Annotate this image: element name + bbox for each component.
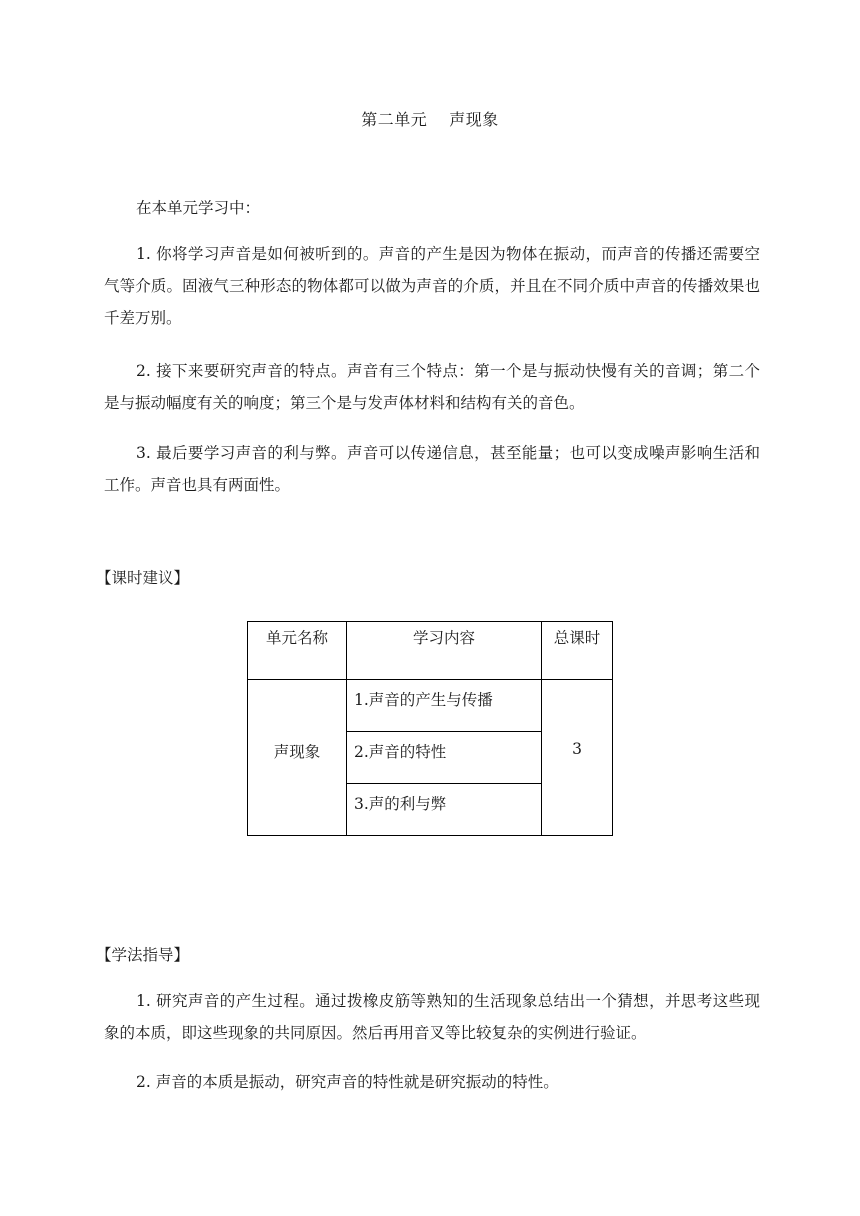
header-content: 学习内容 bbox=[347, 622, 542, 680]
header-unit-name: 单元名称 bbox=[248, 622, 347, 680]
intro-paragraph: 在本单元学习中： bbox=[136, 199, 261, 217]
unit-topic: 声现象 bbox=[449, 110, 499, 129]
content-cell-2: 2.声音的特性 bbox=[347, 732, 542, 784]
content-cell-3: 3.声的利与弊 bbox=[347, 784, 542, 836]
method-heading: 【学法指导】 bbox=[96, 946, 190, 964]
table-row bbox=[248, 680, 613, 732]
point-1-paragraph: 1. 你将学习声音是如何被听到的。声音的产生是因为物体在振动，而声音的传播还需要空气等介质。固液气三种形态的物体都可以做为声音的介质，并且在不同介质中声音的传播效果也千差万别。 bbox=[104, 245, 760, 327]
unit-label: 第二单元 bbox=[361, 110, 428, 129]
table-header-row bbox=[248, 622, 613, 680]
point-3-paragraph: 3. 最后要学习声音的利与弊。声音可以传递信息，甚至能量；也可以变成噪声影响生活和工作。声音也具有两面性。 bbox=[104, 444, 760, 494]
schedule-heading: 【课时建议】 bbox=[96, 569, 190, 587]
header-total-hours: 总课时 bbox=[542, 622, 613, 680]
point-2-paragraph: 2. 接下来要研究声音的特点。声音有三个特点：第一个是与振动快慢有关的音调；第二个是与振动幅度有关的响度；第三个是与发声体材料和结构有关的音色。 bbox=[104, 362, 760, 412]
method-point-2-paragraph: 2. 声音的本质是振动，研究声音的特性就是研究振动的特性。 bbox=[136, 1073, 559, 1091]
schedule-table bbox=[247, 621, 613, 836]
content-cell-1: 1.声音的产生与传播 bbox=[347, 680, 542, 732]
total-hours-cell: 3 bbox=[542, 680, 613, 836]
page-title bbox=[0, 107, 860, 130]
method-point-1-paragraph: 1. 研究声音的产生过程。通过拨橡皮筋等熟知的生活现象总结出一个猜想，并思考这些现象的本质，即这些现象的共同原因。然后再用音叉等比较复杂的实例进行验证。 bbox=[104, 992, 760, 1042]
unit-name-cell: 声现象 bbox=[248, 680, 347, 836]
